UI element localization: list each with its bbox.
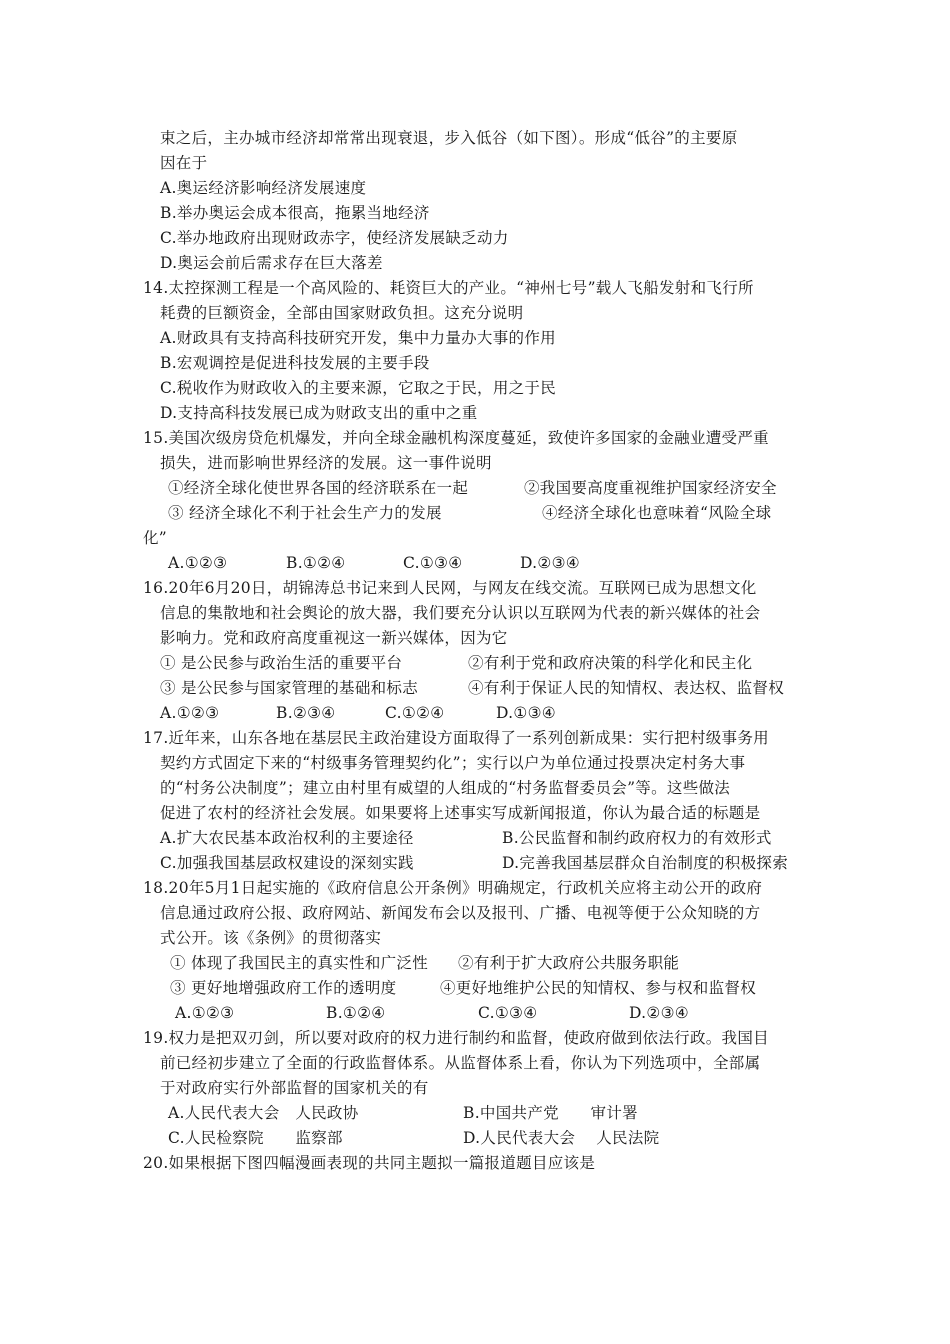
- q17-option-b: B.公民监督和制约政府权力的有效形式: [502, 829, 772, 847]
- q15-statement-4: ④经济全球化也意味着“风险全球: [542, 504, 772, 522]
- q17-option-d: D.完善我国基层群众自治制度的积极探索: [502, 854, 789, 872]
- q15-option-a: A.①②③: [168, 554, 228, 572]
- q14-stem-line: 耗费的巨额资金，全部由国家财政负担。这充分说明: [160, 304, 524, 322]
- q15-statement-2: ②我国要高度重视维护国家经济安全: [524, 479, 777, 497]
- q15-stem-line: 15.美国次级房贷危机爆发，并向全球金融机构深度蔓延，致使许多国家的金融业遭受严重: [143, 429, 769, 447]
- q19-option-d: D.人民代表大会 人民法院: [463, 1129, 660, 1147]
- q18-stem-line: 信息通过政府公报、政府网站、新闻发布会以及报刊、广播、电视等便于公众知晓的方: [160, 904, 761, 922]
- q16-stem-line: 信息的集散地和社会舆论的放大器，我们要充分认识以互联网为代表的新兴媒体的社会: [160, 604, 761, 622]
- q17-stem-line: 促进了农村的经济社会发展。如果要将上述事实写成新闻报道，你认为最合适的标题是: [160, 804, 761, 822]
- q16-statement-3: ③ 是公民参与国家管理的基础和标志: [160, 679, 419, 697]
- q16-statement-4: ④有利于保证人民的知情权、表达权、监督权: [468, 679, 785, 697]
- q17-option-a: A.扩大农民基本政治权利的主要途径: [160, 829, 414, 847]
- q19-stem-line: 于对政府实行外部监督的国家机关的有: [160, 1079, 429, 1097]
- q16-stem-line: 影响力。党和政府高度重视这一新兴媒体，因为它: [160, 629, 508, 647]
- q18-option-b: B.①②④: [326, 1004, 386, 1022]
- q15-option-d: D.②③④: [520, 554, 580, 572]
- q18-statement-1: ① 体现了我国民主的真实性和广泛性: [170, 954, 429, 972]
- q18-statement-2: ②有利于扩大政府公共服务职能: [458, 954, 680, 972]
- q19-stem-line: 19.权力是把双刃剑，所以要对政府的权力进行制约和监督，使政府做到依法行政。我国目: [143, 1029, 769, 1047]
- q14-option-a: A.财政具有支持高科技研究开发，集中力量办大事的作用: [160, 329, 556, 347]
- q20-stem-line: 20.如果根据下图四幅漫画表现的共同主题拟一篇报道题目应该是: [143, 1154, 596, 1172]
- q18-stem-line: 18.20年5月1日起实施的《政府信息公开条例》明确规定，行政机关应将主动公开的政府: [143, 879, 763, 897]
- q17-stem-line: 契约方式固定下来的“村级事务管理契约化”；实行以户为单位通过投票决定村务大事: [160, 754, 746, 772]
- q14-option-c: C.税收作为财政收入的主要来源，它取之于民，用之于民: [160, 379, 557, 397]
- q14-option-b: B.宏观调控是促进科技发展的主要手段: [160, 354, 430, 372]
- q16-option-d: D.①③④: [496, 704, 556, 722]
- q16-option-a: A.①②③: [160, 704, 220, 722]
- q19-option-a: A.人民代表大会 人民政协: [168, 1104, 359, 1122]
- q16-option-b: B.②③④: [276, 704, 336, 722]
- q15-option-b: B.①②④: [286, 554, 346, 572]
- q14-stem-line: 14.太控探测工程是一个高风险的、耗资巨大的产业。“神州七号”载人飞船发射和飞行所: [143, 279, 754, 297]
- q17-stem-line: 的“村务公决制度”；建立由村里有威望的人组成的“村务监督委员会”等。这些做法: [160, 779, 731, 797]
- q18-option-d: D.②③④: [629, 1004, 689, 1022]
- q15-option-c: C.①③④: [403, 554, 463, 572]
- q15-stem-line: 损失，进而影响世界经济的发展。这一事件说明: [160, 454, 492, 472]
- q15-statement-3: ③ 经济全球化不利于社会生产力的发展: [168, 504, 442, 522]
- q16-statement-2: ②有利于党和政府决策的科学化和民主化: [468, 654, 753, 672]
- q19-option-b: B.中国共产党 审计署: [463, 1104, 638, 1122]
- q18-statement-3: ③ 更好地增强政府工作的透明度: [170, 979, 397, 997]
- q13-stem-line: 束之后，主办城市经济却常常出现衰退，步入低谷（如下图）。形成“低谷”的主要原: [160, 129, 738, 147]
- q16-statement-1: ① 是公民参与政治生活的重要平台: [160, 654, 403, 672]
- q18-statement-4: ④更好地维护公民的知情权、参与权和监督权: [440, 979, 757, 997]
- q13-stem-line: 因在于: [160, 154, 208, 172]
- q18-option-c: C.①③④: [478, 1004, 538, 1022]
- q16-option-c: C.①②④: [385, 704, 445, 722]
- q16-stem-line: 16.20年6月20日，胡锦涛总书记来到人民网，与网友在线交流。互联网已成为思想文化: [143, 579, 757, 597]
- q13-option-c: C.举办地政府出现财政赤字，使经济发展缺乏动力: [160, 229, 509, 247]
- q14-option-d: D.支持高科技发展已成为财政支出的重中之重: [160, 404, 478, 422]
- q17-option-c: C.加强我国基层政权建设的深刻实践: [160, 854, 414, 872]
- q19-option-c: C.人民检察院 监察部: [168, 1129, 343, 1147]
- q15-statement-1: ①经济全球化使世界各国的经济联系在一起: [168, 479, 469, 497]
- q15-statement-4-cont: 化”: [143, 529, 168, 547]
- q17-stem-line: 17.近年来，山东各地在基层民主政治建设方面取得了一系列创新成果：实行把村级事务用: [143, 729, 769, 747]
- q18-option-a: A.①②③: [175, 1004, 235, 1022]
- q13-option-d: D.奥运会前后需求存在巨大落差: [160, 254, 383, 272]
- q19-stem-line: 前已经初步建立了全面的行政监督体系。从监督体系上看，你认为下列选项中，全部属: [160, 1054, 761, 1072]
- q13-option-b: B.举办奥运会成本很高，拖累当地经济: [160, 204, 430, 222]
- q13-option-a: A.奥运经济影响经济发展速度: [160, 179, 367, 197]
- q18-stem-line: 式公开。该《条例》的贯彻落实: [160, 929, 382, 947]
